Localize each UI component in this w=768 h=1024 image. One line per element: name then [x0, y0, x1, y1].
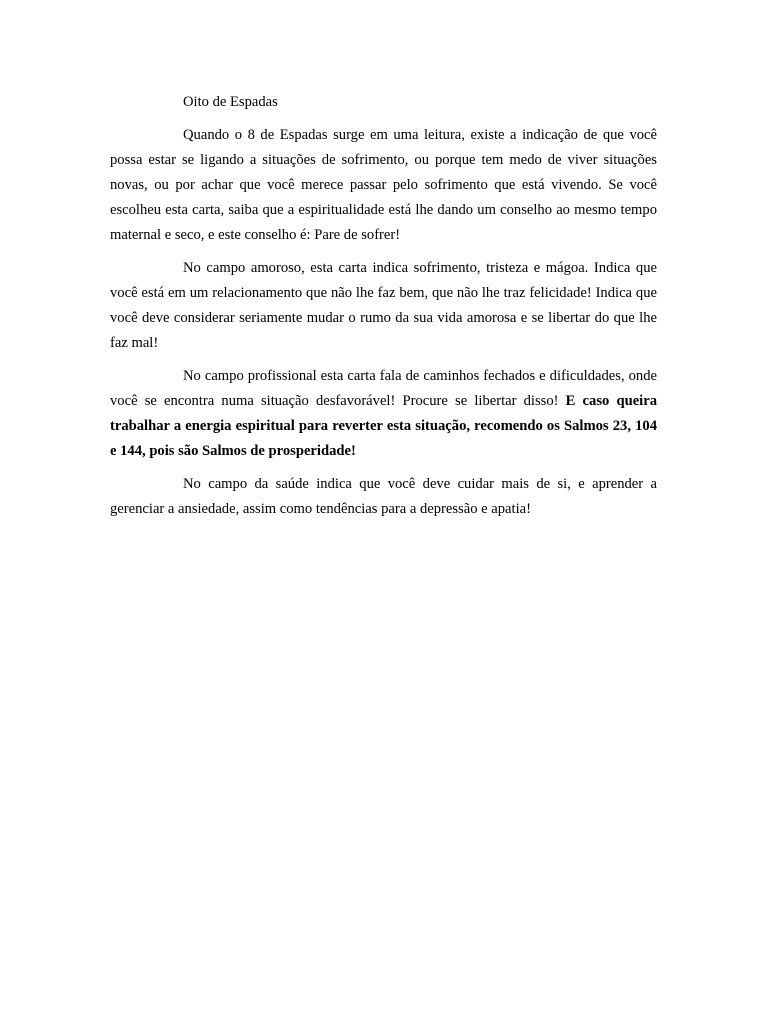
paragraph-professional [110, 364, 657, 464]
paragraph-love: No campo amoroso, esta carta indica sofrimento, tristeza e mágoa. Indica que você está em um relacionamento que não lhe faz bem, que não lhe traz felicidade! Indica que você deve considerar seriamente mudar o rumo da sua vida amorosa e se libertar do que lhe faz mal! [110, 260, 657, 351]
paragraph-introduction: Quando o 8 de Espadas surge em uma leitura, existe a indicação de que você possa estar se ligando a situações de sofrimento, ou porque tem medo de viver situações novas, ou por achar que você merece passar pelo sofrimento que está vivendo. Se você escolheu esta carta, saiba que a espiritualidade está lhe dando um conselho ao mesmo tempo maternal e seco, e este conselho é: Pare de sofrer! [110, 127, 657, 243]
document-page [110, 90, 657, 530]
document-title: Oito de Espadas [183, 94, 278, 110]
paragraph-professional-bold-text: E caso queira trabalhar a energia espiritual para reverter esta situação, recomendo os Salmos 23, 104 e 144, pois são Salmos de prosperidade! [110, 393, 657, 459]
paragraph-professional-text: No campo profissional esta carta fala de caminhos fechados e dificuldades, onde você se encontra numa situação desfavorável! Procure se libertar disso! [110, 368, 657, 409]
paragraph-health: No campo da saúde indica que você deve cuidar mais de si, e aprender a gerenciar a ansiedade, assim como tendências para a depressão e apatia! [110, 476, 657, 517]
